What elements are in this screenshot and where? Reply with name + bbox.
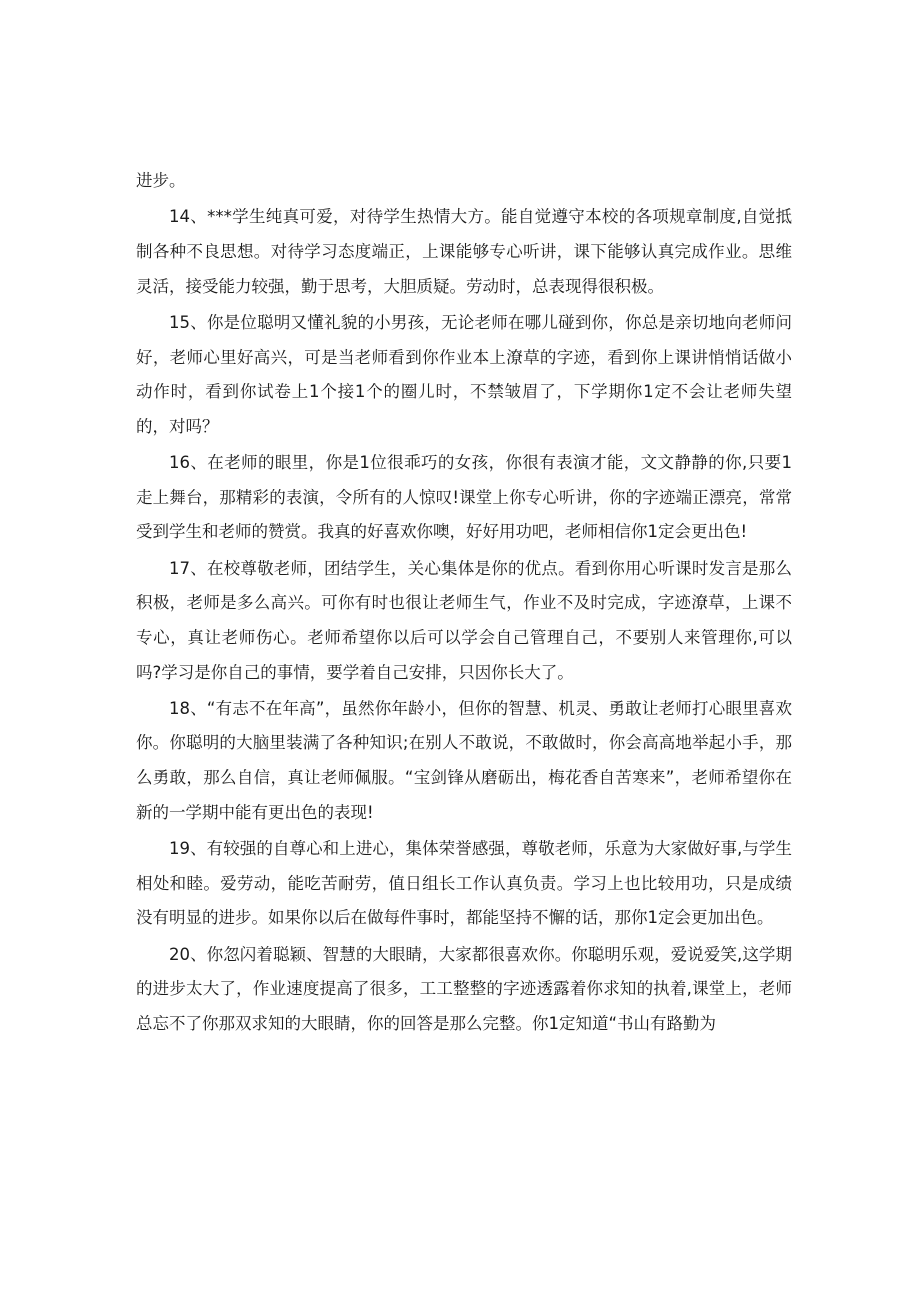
paragraph-19: 19、有较强的自尊心和上进心，集体荣誉感强，尊敬老师，乐意为大家做好事,与学生相处和睦。爱劳动，能吃苦耐劳，值日组长工作认真负责。学习上也比较用功，只是成绩没有明显的进步。如果你以后在做每件事时，都能坚持不懈的话，那你1定会更加出色。 <box>136 839 792 928</box>
paragraph-17: 17、在校尊敬老师，团结学生，关心集体是你的优点。看到你用心听课时发言是那么积极，老师是多么高兴。可你有时也很让老师生气，作业不及时完成，字迹潦草，上课不专心，真让老师伤心。老师希望你以后可以学会自己管理自己，不要别人来管理你,可以吗?学习是你自己的事情，要学着自己安排，只因你长大了。 <box>136 558 792 682</box>
paragraph-18: 18、“有志不在年高”，虽然你年龄小，但你的智慧、机灵、勇敢让老师打心眼里喜欢你。你聪明的大脑里装满了各种知识;在别人不敢说，不敢做时，你会高高地举起小手，那么勇敢，那么自信，真让老师佩服。“宝剑锋从磨砺出，梅花香自苦寒来”，老师希望你在新的一学期中能有更出色的表现! <box>136 698 792 822</box>
paragraph-20: 20、你忽闪着聪颖、智慧的大眼睛，大家都很喜欢你。你聪明乐观，爱说爱笑,这学期的进步太大了，作业速度提高了很多，工工整整的字迹透露着你求知的执着,课堂上，老师总忘不了你那双求知的大眼睛，你的回答是那么完整。你1定知道“书山有路勤为 <box>136 944 792 1033</box>
paragraph-16: 16、在老师的眼里，你是1位很乖巧的女孩，你很有表演才能，文文静静的你,只要1走上舞台，那精彩的表演，令所有的人惊叹!课堂上你专心听讲，你的字迹端正漂亮，常常受到学生和老师的赞赏。我真的好喜欢你噢，好好用功吧，老师相信你1定会更出色! <box>136 453 792 542</box>
paragraph-14: 14、***学生纯真可爱，对待学生热情大方。能自觉遵守本校的各项规章制度,自觉抵制各种不良思想。对待学习态度端正，上课能够专心听讲，课下能够认真完成作业。思维灵活，接受能力较强，勤于思考，大胆质疑。劳动时，总表现得很积极。 <box>136 207 792 296</box>
paragraph-continuation: 进步。 <box>136 171 186 190</box>
paragraph-15: 15、你是位聪明又懂礼貌的小男孩，无论老师在哪儿碰到你，你总是亲切地向老师问好，老师心里好高兴，可是当老师看到你作业本上潦草的字迹，看到你上课讲悄悄话做小动作时，看到你试卷上1个接1个的圈儿时，不禁皱眉了，下学期你1定不会让老师失望的，对吗？ <box>136 312 792 436</box>
document-body <box>136 164 792 1041</box>
